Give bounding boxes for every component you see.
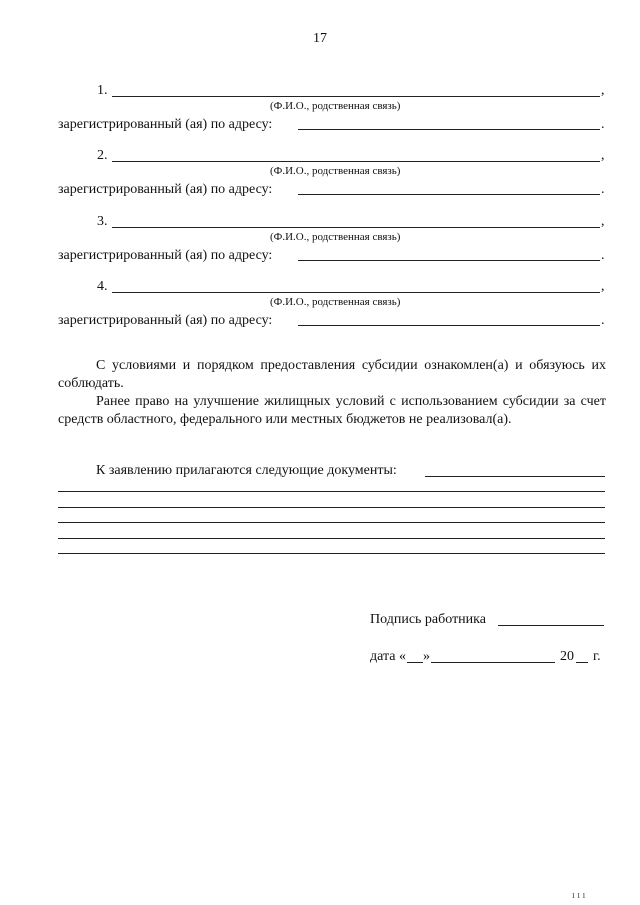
signature-label: Подпись работника (370, 612, 486, 627)
prior-right-text: Ранее право на улучшение жилищных условий с использованием субсидии за счет средств областного, федерального или местных бюджетов не реализовал(а). (58, 394, 606, 427)
attachments-line-2[interactable] (58, 507, 605, 508)
name-caption: (Ф.И.О., родственная связь) (270, 296, 401, 308)
attachments-line-4[interactable] (58, 538, 605, 539)
name-field-line[interactable] (112, 161, 600, 162)
address-label: зарегистрированный (ая) по адресу: (58, 182, 273, 197)
consent-text: С условиями и порядком предоставления субсидии ознакомлен(а) и обязуюсь их соблюдать. (58, 358, 606, 391)
entry-number: 4. (97, 279, 108, 294)
address-field-line[interactable] (298, 325, 600, 326)
date-day-line[interactable] (407, 662, 423, 663)
page-number: 17 (313, 31, 327, 46)
address-field-line[interactable] (298, 129, 600, 130)
date-mid: » (423, 649, 430, 664)
entry-number: 2. (97, 148, 108, 163)
footer-mark: ı ı ı (572, 890, 586, 901)
period: . (601, 248, 605, 263)
date-prefix: дата « (370, 649, 406, 664)
period: . (601, 182, 605, 197)
name-field-line[interactable] (112, 227, 600, 228)
name-caption: (Ф.И.О., родственная связь) (270, 165, 401, 177)
name-caption: (Ф.И.О., родственная связь) (270, 100, 401, 112)
date-year-line[interactable] (576, 662, 588, 663)
date-year-prefix: 20 (560, 649, 574, 664)
attachments-label: К заявлению прилагаются следующие документы: (96, 463, 397, 478)
entry-number: 3. (97, 214, 108, 229)
attachments-line-5[interactable] (58, 553, 605, 554)
comma: , (601, 83, 605, 98)
name-caption: (Ф.И.О., родственная связь) (270, 231, 401, 243)
attachments-line-1[interactable] (58, 491, 605, 492)
name-field-line[interactable] (112, 292, 600, 293)
name-field-line[interactable] (112, 96, 600, 97)
entry-number: 1. (97, 83, 108, 98)
period: . (601, 313, 605, 328)
date-month-line[interactable] (431, 662, 555, 663)
address-field-line[interactable] (298, 260, 600, 261)
signature-line[interactable] (498, 625, 604, 626)
date-suffix: г. (593, 649, 601, 664)
comma: , (601, 214, 605, 229)
comma: , (601, 279, 605, 294)
address-field-line[interactable] (298, 194, 600, 195)
consent-paragraph (58, 357, 606, 393)
attachments-line-0[interactable] (425, 476, 605, 477)
prior-right-paragraph (58, 393, 606, 429)
address-label: зарегистрированный (ая) по адресу: (58, 117, 273, 132)
comma: , (601, 148, 605, 163)
attachments-line-3[interactable] (58, 522, 605, 523)
address-label: зарегистрированный (ая) по адресу: (58, 248, 273, 263)
period: . (601, 117, 605, 132)
address-label: зарегистрированный (ая) по адресу: (58, 313, 273, 328)
